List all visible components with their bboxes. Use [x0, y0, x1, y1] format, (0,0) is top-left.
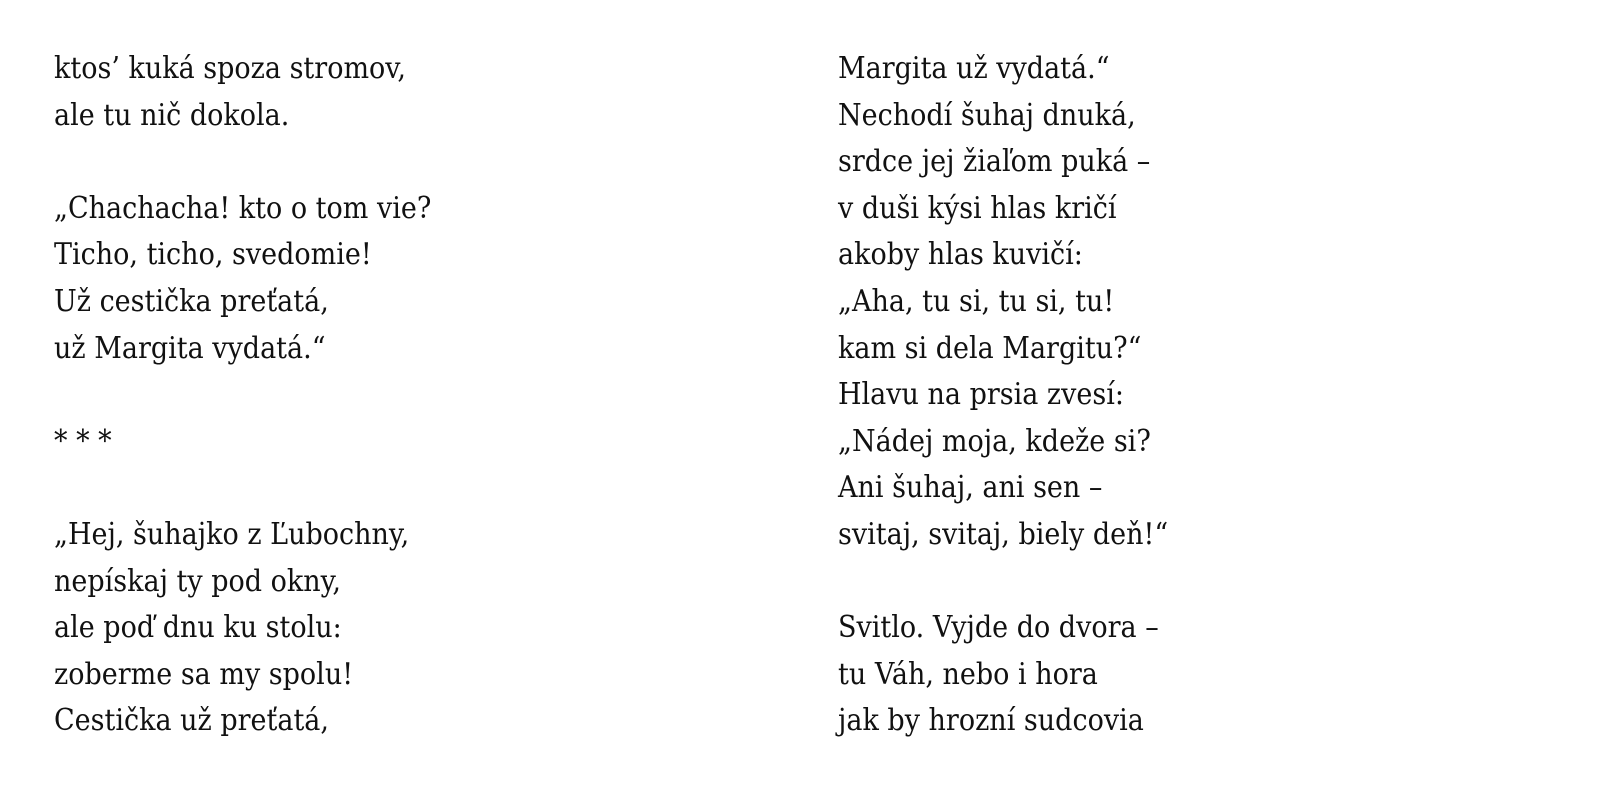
verse-line: Už cestička preťatá,	[54, 283, 329, 319]
verse-line: kam si dela Margitu?“	[838, 330, 1142, 366]
verse-line: už Margita vydatá.“	[54, 330, 326, 366]
left-column	[54, 46, 684, 745]
verse-line: ale tu nič dokola.	[54, 97, 290, 133]
verse-line: Ani šuhaj, ani sen –	[838, 470, 1103, 506]
verse-line: „Aha, tu si, tu si, tu!	[838, 283, 1115, 319]
stanza-gap	[838, 559, 1468, 606]
verse-line: svitaj, svitaj, biely deň!“	[838, 516, 1169, 552]
verse-line: Hlavu na prsia zvesí:	[838, 377, 1124, 413]
verse-line: „Nádej moja, kdeže si?	[838, 423, 1151, 459]
verse-line: ktos’ kuká spoza stromov,	[54, 51, 406, 86]
verse-line: Cestička už preťatá,	[54, 703, 329, 739]
verse-line: Margita už vydatá.“	[838, 51, 1110, 86]
verse-line: akoby hlas kuvičí:	[838, 237, 1083, 273]
verse-line: v duši kýsi hlas kričí	[838, 190, 1117, 226]
verse-line: Nechodí šuhaj dnuká,	[838, 97, 1136, 133]
stanza-gap	[54, 139, 684, 186]
verse-line: Ticho, ticho, svedomie!	[54, 237, 372, 273]
verse-line: „Hej, šuhajko z Ľubochny,	[54, 516, 410, 552]
section-separator: * * *	[54, 423, 112, 459]
verse-line: tu Váh, nebo i hora	[838, 656, 1098, 692]
stanza-gap	[54, 465, 684, 512]
verse-line: zoberme sa my spolu!	[54, 656, 354, 692]
verse-line: srdce jej žiaľom puká –	[838, 144, 1151, 180]
stanza-gap	[54, 372, 684, 419]
verse-line: ale poď dnu ku stolu:	[54, 610, 342, 646]
verse-line: Svitlo. Vyjde do dvora –	[838, 610, 1159, 646]
verse-line: „Chachacha! kto o tom vie?	[54, 190, 432, 226]
verse-line: nepískaj ty pod okny,	[54, 563, 341, 599]
right-column	[838, 46, 1468, 745]
verse-line: jak by hrozní sudcovia	[838, 703, 1144, 739]
